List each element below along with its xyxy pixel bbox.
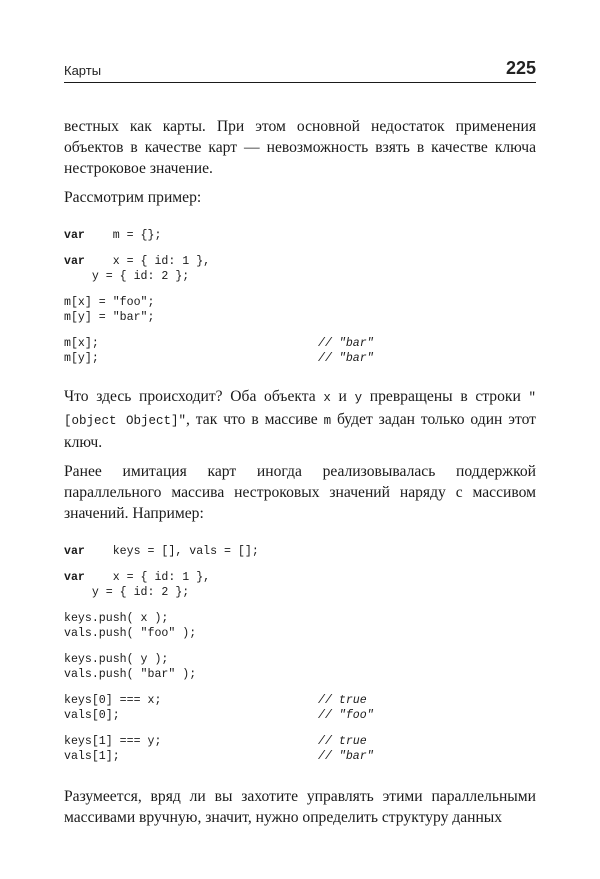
code-line: y = { id: 2 }; [64, 586, 190, 599]
paragraph-intro: вестных как карты. При этом основной недостаток применения объектов в качестве карт — невозможность взять в качестве ключа нестроковое значение. [64, 118, 536, 177]
code-line: keys.push( x ); [64, 612, 169, 625]
code-line: keys[0] === x; // true [64, 694, 367, 707]
paragraph-closing: Разумеется, вряд ли вы захотите управлять этими параллельными массивами вручную, значит, нужно определить структуру данных [64, 788, 536, 826]
code-line: vals.push( "foo" ); [64, 627, 197, 640]
keyword-var: var [64, 545, 85, 558]
code-block-objects-as-maps [64, 228, 536, 366]
code-line: vals[1]; // "bar" [64, 750, 374, 763]
paragraph-explanation: Что здесь происходит? Оба объекта x и y превращены в строки "[object Object]", так что в массиве m будет задан только один этот ключ. [64, 388, 536, 451]
code-line: var keys = [], vals = []; [64, 545, 259, 558]
keyword-var: var [64, 229, 85, 242]
code-line: y = { id: 2 }; [64, 270, 190, 283]
code-block-parallel-arrays [64, 544, 536, 764]
code-line: m[y]; // "bar" [64, 352, 374, 365]
code-line: m[x]; // "bar" [64, 337, 374, 350]
keyword-var: var [64, 571, 85, 584]
page-number: 225 [505, 58, 536, 78]
section-title: Карты [64, 63, 102, 78]
code-comment: // true [318, 735, 367, 748]
code-line: m[y] = "bar"; [64, 311, 155, 324]
code-line: var x = { id: 1 }, [64, 255, 211, 268]
code-comment: // "foo" [318, 709, 374, 722]
paragraph-parallel-arrays: Ранее имитация карт иногда реализовывалась поддержкой параллельного массива нестроковых значений наряду с массивом значений. Например: [64, 463, 536, 522]
code-comment: // "bar" [318, 750, 374, 763]
code-line: keys[1] === y; // true [64, 735, 367, 748]
code-comment: // "bar" [318, 337, 374, 350]
keyword-var: var [64, 255, 85, 268]
code-comment: // true [318, 694, 367, 707]
code-line: vals.push( "bar" ); [64, 668, 197, 681]
paragraph-example-lead: Рассмотрим пример: [64, 189, 202, 206]
code-line: var m = {}; [64, 229, 162, 242]
code-line: vals[0]; // "foo" [64, 709, 374, 722]
code-comment: // "bar" [318, 352, 374, 365]
code-line: m[x] = "foo"; [64, 296, 155, 309]
page-body [64, 116, 536, 828]
running-header [64, 58, 536, 83]
code-line: keys.push( y ); [64, 653, 169, 666]
code-line: var x = { id: 1 }, [64, 571, 211, 584]
